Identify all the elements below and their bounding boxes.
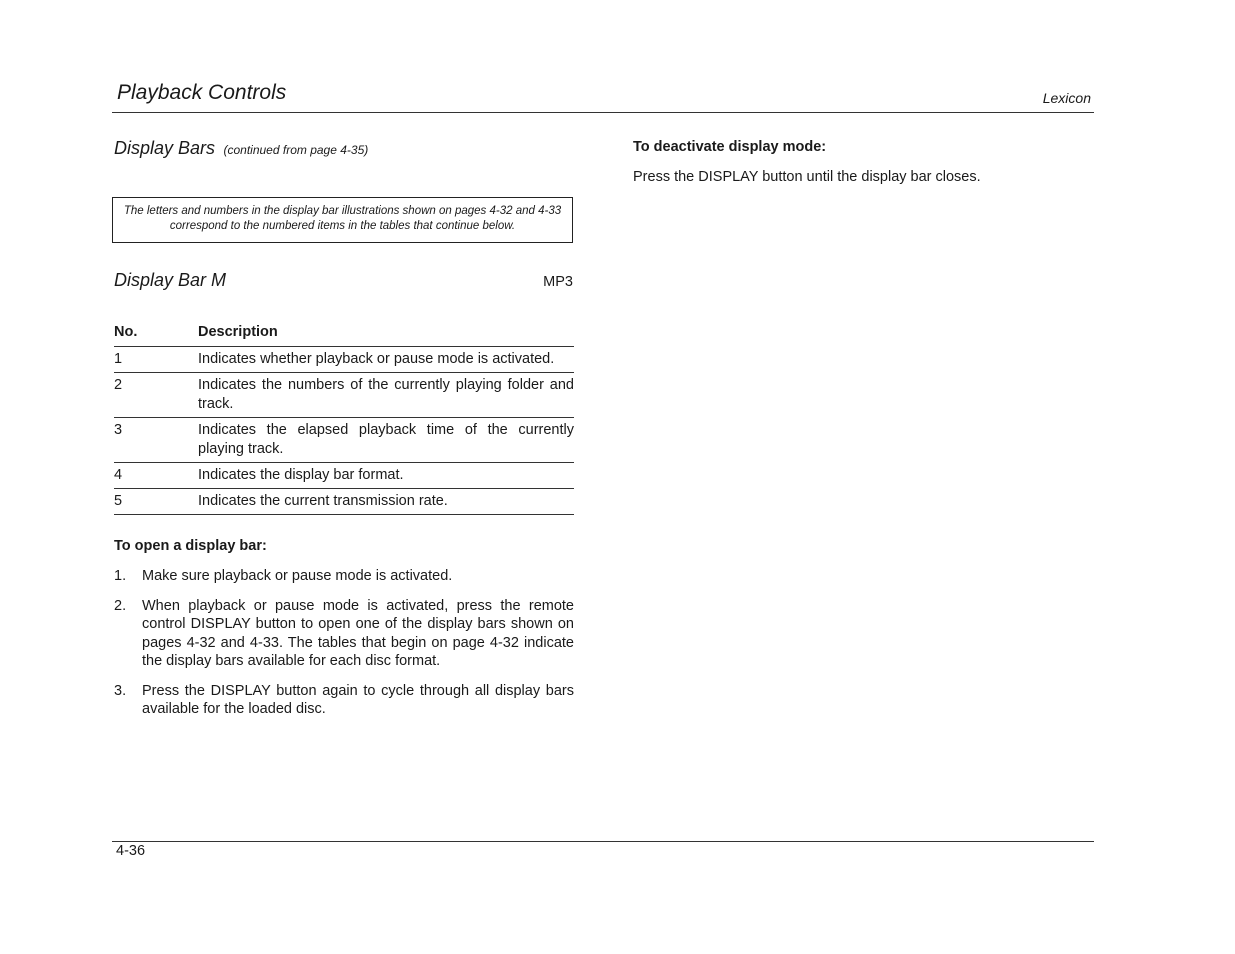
header-rule — [112, 112, 1094, 113]
table-cell-no: 3 — [114, 422, 123, 438]
table-cell-description: Indicates the current transmission rate. — [198, 493, 448, 509]
table-cell-no: 4 — [114, 467, 123, 483]
display-bar-m-title: Display Bar M — [114, 270, 227, 290]
step-number: 1. — [114, 568, 127, 584]
section-title: Display Bars — [114, 138, 216, 158]
step-number: 3. — [114, 682, 127, 699]
table-cell-no: 2 — [114, 377, 123, 393]
header-brand: Lexicon — [1042, 90, 1091, 106]
step-text: Press the DISPLAY button again to cycle through all display bars available for the loaded disc. — [142, 682, 574, 717]
table-cell-description: Indicates the display bar format. — [198, 467, 404, 483]
list-item — [114, 597, 574, 671]
table-header-description: Description — [198, 324, 278, 340]
section-heading — [114, 138, 368, 159]
table-cell-no: 5 — [114, 493, 123, 509]
open-bar-heading: To open a display bar: — [114, 538, 267, 554]
table-header-no: No. — [114, 324, 138, 340]
step-text: When playback or pause mode is activated, press the remote control DISPLAY button to open one of the display bars shown on pages 4-32 and 4-33. The tables that begin on page 4-32 indicate the display bars available for each disc format. — [142, 597, 574, 669]
note-box — [112, 197, 573, 243]
table-row — [114, 463, 574, 489]
open-bar-steps — [114, 567, 574, 730]
list-item — [114, 567, 574, 586]
display-bar-table — [114, 323, 574, 515]
table-cell-description: Indicates the numbers of the currently playing folder and track. — [198, 377, 574, 412]
section-continued-note: (continued from page 4-35) — [223, 143, 369, 157]
table-cell-description: Indicates whether playback or pause mode is activated. — [198, 351, 555, 367]
table-row — [114, 489, 574, 515]
deactivate-heading: To deactivate display mode: — [633, 139, 827, 155]
step-number: 2. — [114, 597, 127, 614]
table-row — [114, 418, 574, 463]
deactivate-text: Press the DISPLAY button until the display bar closes. — [633, 169, 981, 185]
list-item — [114, 682, 574, 719]
page-header-title: Playback Controls — [117, 81, 287, 104]
table-row — [114, 347, 574, 373]
table-cell-description: Indicates the elapsed playback time of the currently playing track. — [198, 422, 574, 457]
table-row — [114, 373, 574, 418]
table-cell-no: 1 — [114, 351, 123, 367]
table-header — [114, 323, 574, 347]
note-box-text: The letters and numbers in the display bar illustrations shown on pages 4-32 and 4-33 correspond to the numbered items in the tables that continue below. — [123, 205, 562, 232]
page-number: 4-36 — [116, 843, 146, 859]
display-bar-m-format: MP3 — [543, 274, 573, 290]
footer-rule — [112, 841, 1094, 842]
step-text: Make sure playback or pause mode is activated. — [142, 568, 453, 584]
